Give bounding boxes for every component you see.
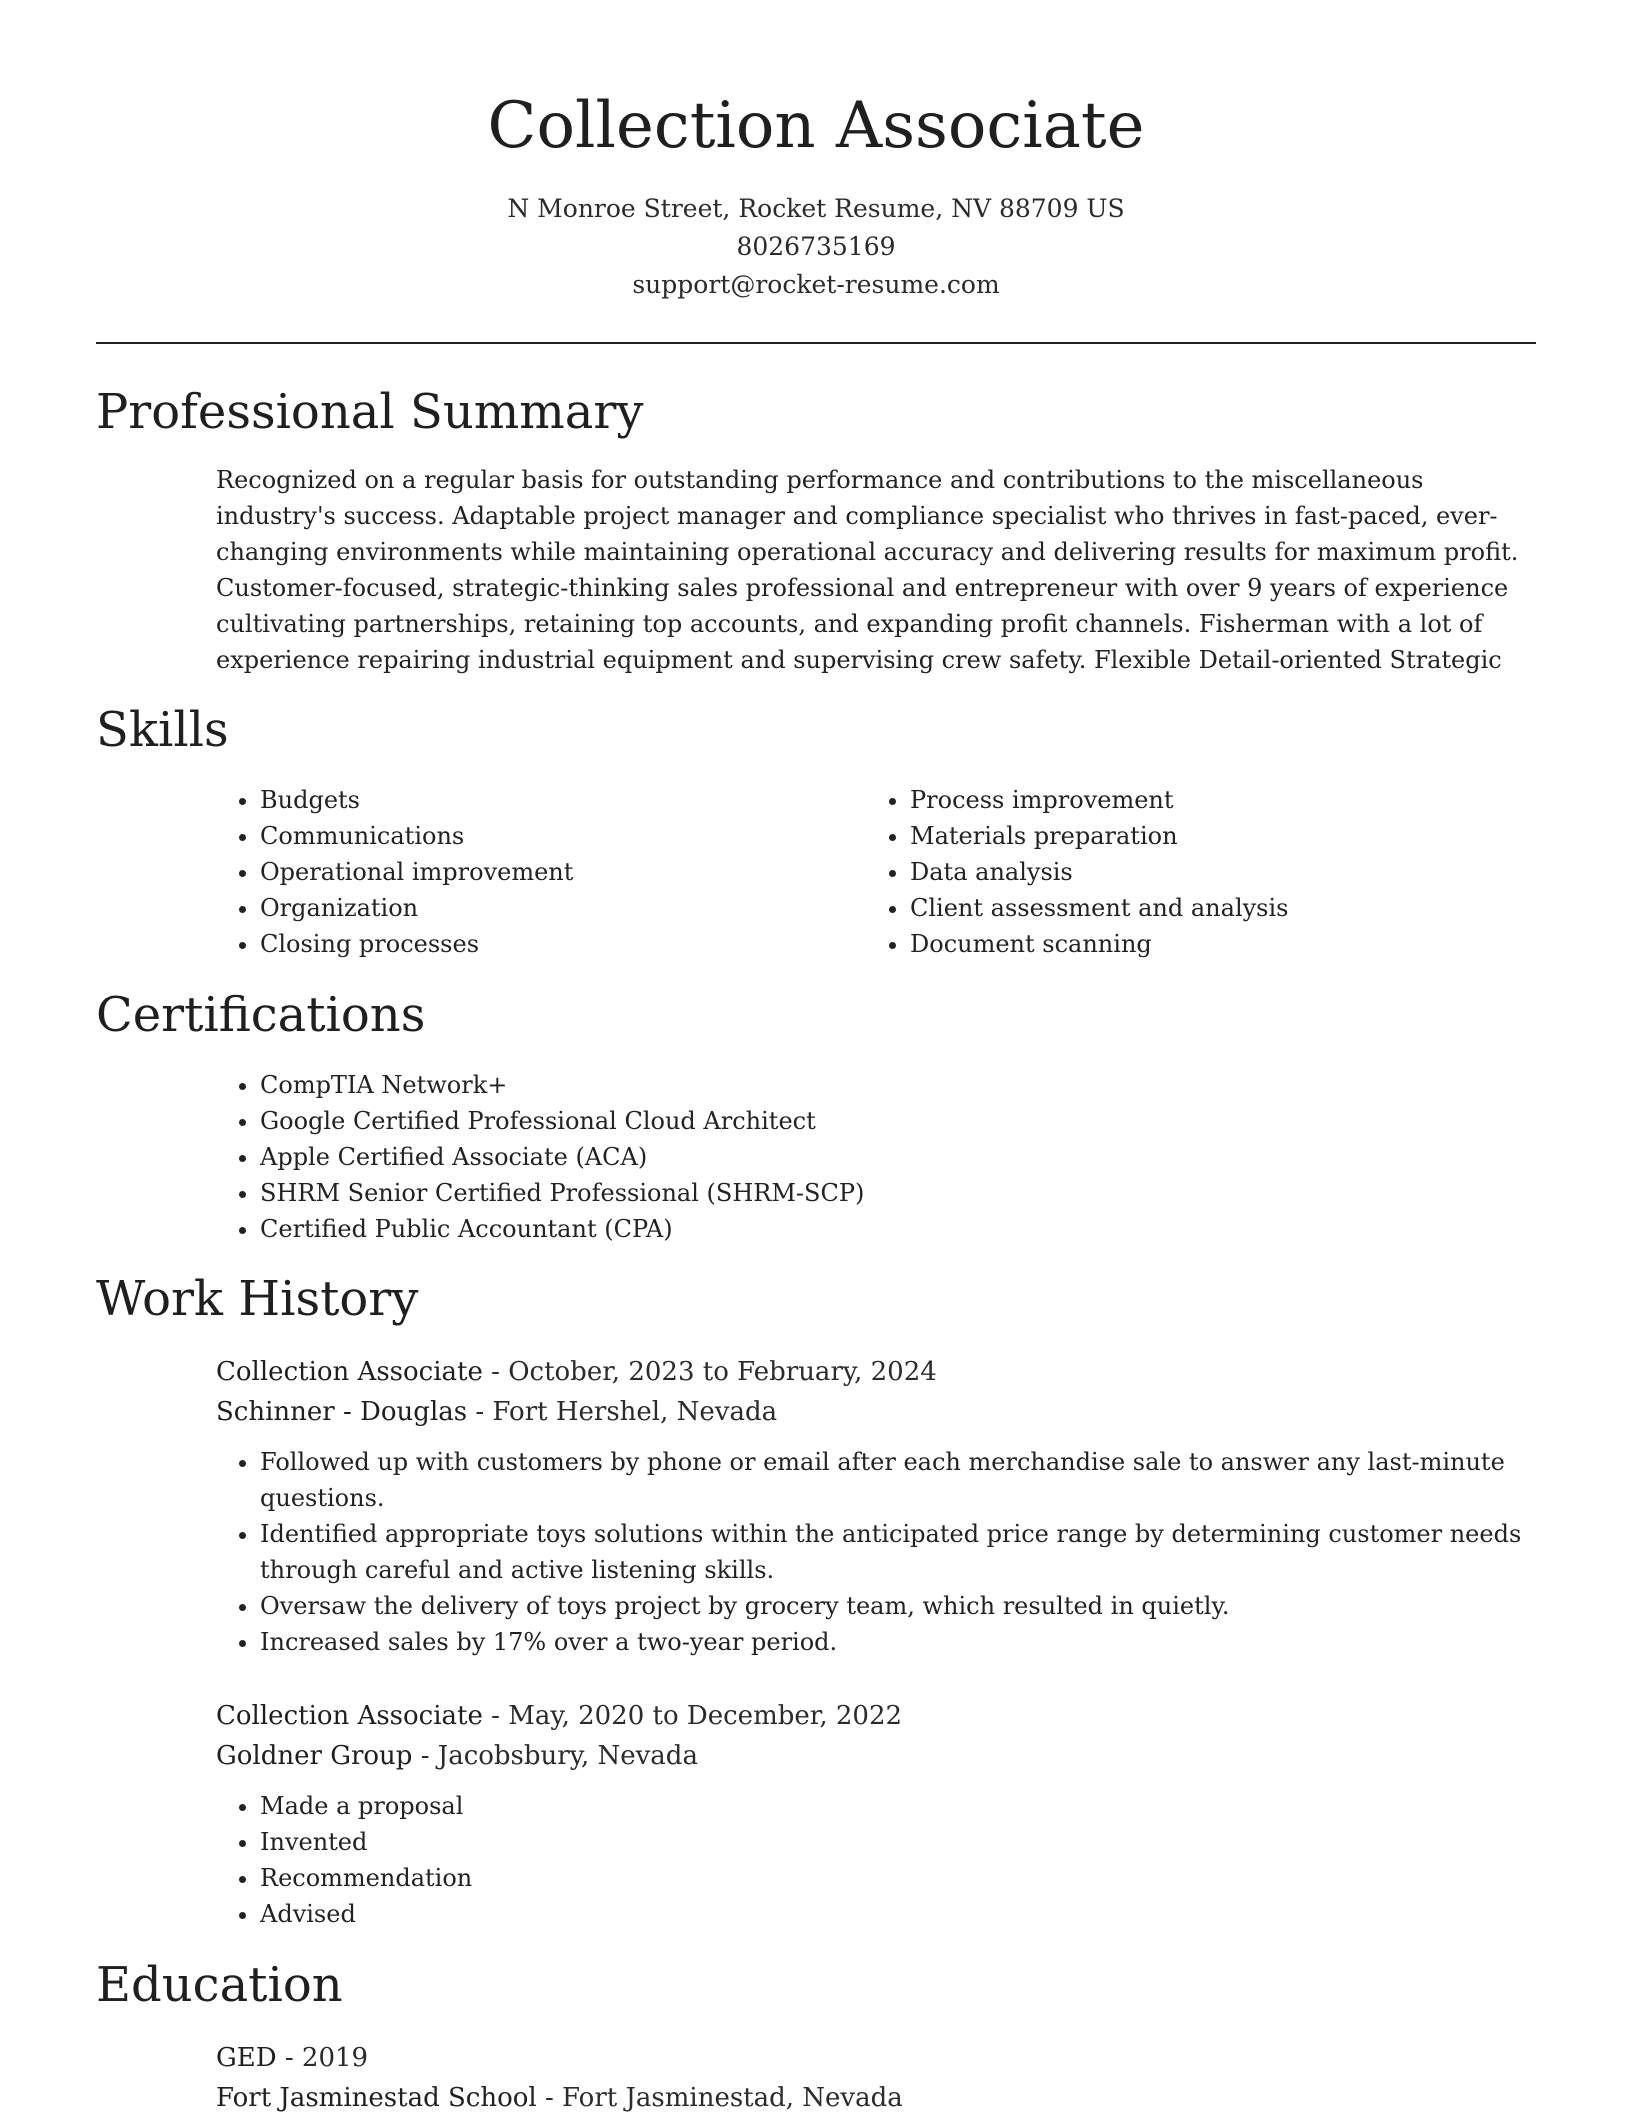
job-role: Collection Associate: [216, 1701, 483, 1731]
job-company-line: [216, 1736, 1536, 1776]
certifications-block: [216, 1067, 1536, 1247]
job-title-line: [216, 1696, 1536, 1736]
section-title-summary: Professional Summary: [96, 384, 644, 440]
list-item: • Process improvement: [910, 782, 1466, 818]
education-school-line: [216, 2078, 1536, 2118]
contact-address: N Monroe Street, Rocket Resume, NV 88709 US: [507, 194, 1125, 223]
list-item: • Communications: [260, 818, 816, 854]
education-school: Fort Jasminestad School: [216, 2083, 537, 2113]
job-entry: [216, 1696, 1536, 1932]
education-year: - 2019: [276, 2043, 369, 2073]
contact-phone: 8026735169: [736, 232, 896, 261]
list-item: • Identified appropriate toys solutions within the anticipated price range by determining customer needs through careful and active listening skills.: [260, 1516, 1536, 1588]
job-dates: - May, 2020 to December, 2022: [482, 1701, 903, 1731]
job-company-line: [216, 1392, 1536, 1432]
list-item: • CompTIA Network+: [260, 1067, 1536, 1103]
list-item: • Materials preparation: [910, 818, 1466, 854]
list-item: • Data analysis: [910, 854, 1466, 890]
education-degree-line: [216, 2038, 1536, 2078]
job-entry: [216, 1352, 1536, 1660]
list-item: • Budgets: [260, 782, 816, 818]
job-bullets: [216, 1788, 1536, 1932]
section-title-certifications: Certifications: [96, 987, 426, 1043]
job-company: Goldner Group: [216, 1741, 413, 1771]
header-divider: [96, 342, 1536, 344]
job-company: Schinner - Douglas: [216, 1397, 468, 1427]
job-role: Collection Associate: [216, 1357, 483, 1387]
list-item: • Apple Certified Associate (ACA): [260, 1139, 1536, 1175]
section-title-skills: Skills: [96, 702, 229, 758]
contact-email[interactable]: support@rocket-resume.com: [632, 270, 1000, 299]
section-title-work-history: Work History: [96, 1271, 419, 1327]
list-item: • Increased sales by 17% over a two-year period.: [260, 1624, 1536, 1660]
certifications-list: [216, 1067, 1536, 1247]
resume-header: [0, 0, 1632, 304]
list-item: • Invented: [260, 1824, 1536, 1860]
list-item: • Followed up with customers by phone or email after each merchandise sale to answer any last-minute questions.: [260, 1444, 1536, 1516]
list-item: • Advised: [260, 1896, 1536, 1932]
job-location: - Fort Hershel, Nevada: [467, 1397, 778, 1427]
job-bullets: [216, 1444, 1536, 1660]
list-item: • Google Certified Professional Cloud Architect: [260, 1103, 1536, 1139]
contact-block: [0, 190, 1632, 304]
list-item: • SHRM Senior Certified Professional (SHRM-SCP): [260, 1175, 1536, 1211]
education-entry: [216, 2038, 1536, 2118]
resume-name: Collection Associate: [487, 89, 1145, 163]
section-title-education: Education: [96, 1957, 343, 2013]
summary-text: Recognized on a regular basis for outstanding performance and contributions to the miscellaneous industry's success. Adaptable project manager and compliance specialist who thrives in fast-paced, ever-changing environments while maintaining operational accuracy and delivering results for maximum profit. Customer-focused, strategic-thinking sales professional and entrepreneur with over 9 years of experience cultivating partnerships, retaining top accounts, and expanding profit channels. Fisherman with a lot of experience repairing industrial equipment and supervising crew safety. Flexible Detail-oriented Strategic: [216, 466, 1519, 674]
job-location: - Jacobsbury, Nevada: [412, 1741, 698, 1771]
list-item: • Closing processes: [260, 926, 816, 962]
job-title-line: [216, 1352, 1536, 1392]
education-location: - Fort Jasminestad, Nevada: [536, 2083, 903, 2113]
skills-column-right: [866, 782, 1466, 962]
list-item: • Document scanning: [910, 926, 1466, 962]
list-item: • Certified Public Accountant (CPA): [260, 1211, 1536, 1247]
list-item: • Organization: [260, 890, 816, 926]
skills-column-left: [216, 782, 816, 962]
list-item: • Oversaw the delivery of toys project by grocery team, which resulted in quietly.: [260, 1588, 1536, 1624]
skills-list-right: [866, 782, 1466, 962]
education-degree: GED: [216, 2043, 277, 2073]
list-item: • Made a proposal: [260, 1788, 1536, 1824]
list-item: • Operational improvement: [260, 854, 816, 890]
skills-list-left: [216, 782, 816, 962]
job-dates: - October, 2023 to February, 2024: [482, 1357, 937, 1387]
list-item: • Client assessment and analysis: [910, 890, 1466, 926]
list-item: • Recommendation: [260, 1860, 1536, 1896]
